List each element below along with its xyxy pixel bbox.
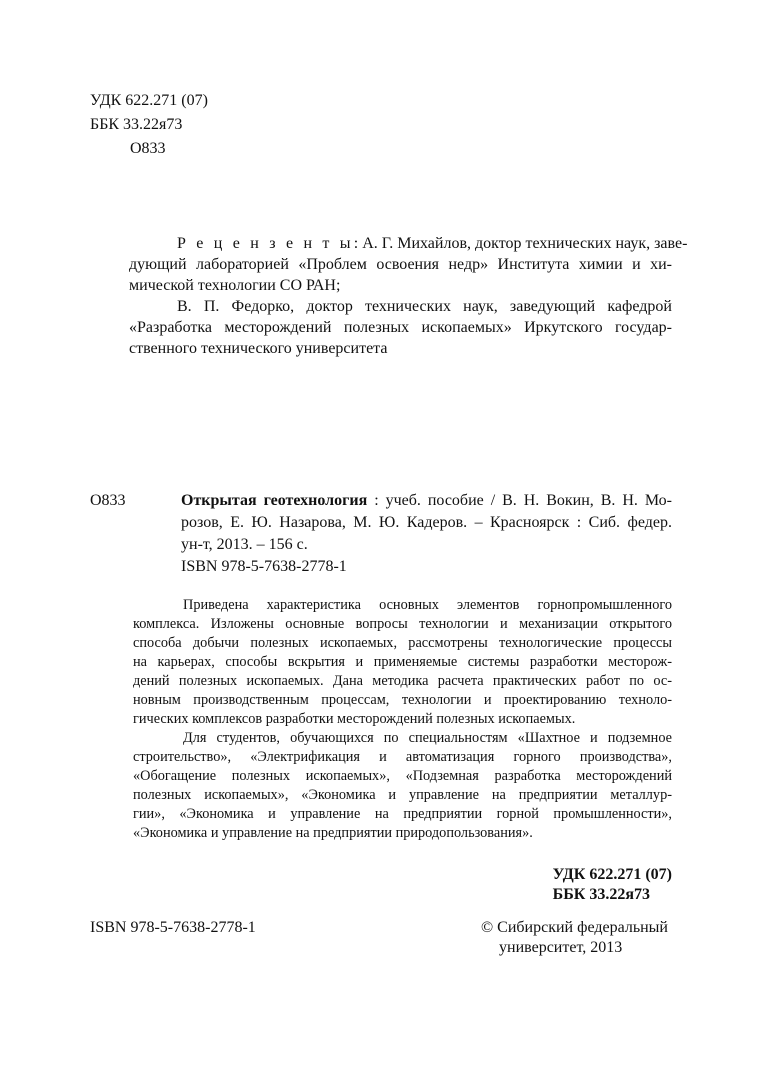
reviewer-1-line-2: дующий лабораторией «Проблем освоения недр» Института химии и хи-: [129, 256, 672, 273]
annotation-p1-line: дений полезных ископаемых. Дана методика расчета практических работ по ос-: [133, 673, 672, 689]
annotation-p2-line: «Экономика и управление на предприятии природопользования».: [133, 825, 533, 841]
reviewer-2-line-3: ственного технического университета: [129, 340, 388, 357]
annotation-p2-line: Для студентов, обучающихся по специальностям «Шахтное и подземное: [183, 730, 672, 746]
bib-line-1: [181, 490, 672, 512]
reviewer-2-line-2: «Разработка месторождений полезных ископаемых» Иркутского государ-: [129, 319, 672, 336]
bib-line-2: розов, Е. Ю. Назарова, М. Ю. Кадеров. – Красноярск : Сиб. федер.: [181, 514, 672, 531]
annotation-p1-line: Приведена характеристика основных элементов горнопромышленного: [183, 597, 672, 613]
book-title: Открытая геотехнология: [181, 492, 368, 509]
bottom-classification: [553, 865, 672, 905]
bib-continuation: [181, 512, 672, 556]
annotation-p2-line: гии», «Экономика и управление на предприятии горной промышленности»,: [133, 806, 672, 822]
reviewer-1-text: : А. Г. Михайлов, доктор технических наук, заве-: [353, 235, 688, 252]
bib-entry: [181, 490, 672, 512]
reviewers-label: Р е ц е н з е н т ы: [177, 235, 354, 252]
annotation: [133, 596, 672, 843]
bbk-code: ББК 33.22я73: [90, 116, 183, 133]
footer-isbn: ISBN 978-5-7638-2778-1: [90, 919, 256, 936]
classification-block: [90, 89, 208, 161]
annotation-p1-line: гических комплексов разработки месторождений полезных ископаемых.: [133, 711, 576, 727]
annotation-p1-line: способа добычи полезных ископаемых, рассмотрены технологические процессы: [133, 635, 672, 651]
bib-mark: О833: [90, 492, 126, 509]
reviewer-1-line-3: мической технологии СО РАН;: [129, 277, 341, 294]
annotation-p2-line: «Обогащение полезных ископаемых», «Подземная разработка месторождений: [133, 768, 672, 784]
copyright-line-1: © Сибирский федеральный: [481, 919, 668, 936]
bib-line-1-rest: : учеб. пособие / В. Н. Вокин, В. Н. Мо-: [367, 492, 672, 509]
author-mark: О833: [130, 140, 166, 157]
bottom-bbk-code: ББК 33.22я73: [552, 886, 651, 903]
udc-code: УДК 622.271 (07): [90, 92, 208, 109]
annotation-p2-line: полезных ископаемых», «Экономика и управление на предприятии металлур-: [133, 787, 672, 803]
reviewer-2-line-1: В. П. Федорко, доктор технических наук, заведующий кафедрой: [177, 298, 672, 315]
copyright: [481, 918, 668, 958]
bib-isbn: ISBN 978-5-7638-2778-1: [181, 558, 347, 575]
reviewer-1-line-1: [129, 233, 688, 254]
annotation-p1-line: комплекса. Изложены основные вопросы технологии и механизации открытого: [133, 616, 672, 632]
annotation-p1-line: на карьерах, способы вскрытия и применяемые системы разработки месторож-: [133, 654, 672, 670]
bottom-udc-code: УДК 622.271 (07): [552, 866, 672, 883]
annotation-p1-line: новным производственным процессам, технологии и проектированию техноло-: [133, 692, 672, 708]
reviewers-block: [129, 233, 688, 359]
annotation-p2-line: строительство», «Электрификация и автоматизация горного производства»,: [133, 749, 672, 765]
copyright-line-2: университет, 2013: [499, 939, 623, 956]
bib-line-3: ун-т, 2013. – 156 с.: [181, 536, 308, 553]
